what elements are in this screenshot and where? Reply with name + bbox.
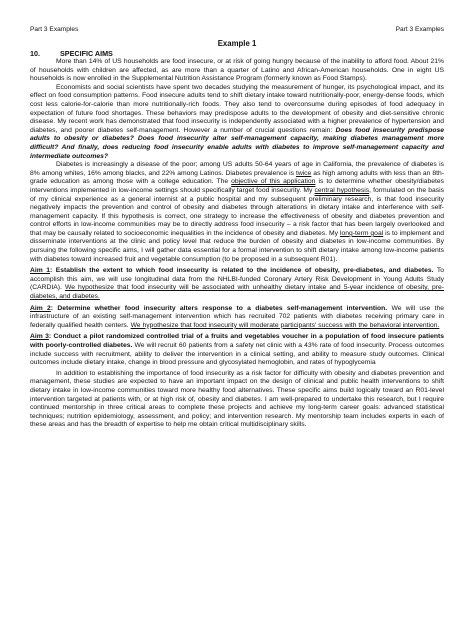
objective-text-5: is to implement and disseminate interventions at the clinic and policy level that reduce the burden of obesity and diabetes in low-income communities. By pursuing the following specific aims, I will gather data essential for a formal intervention to shift dietary intake among low-income patients with diabetes toward increased fruit and vegetable consumption (to be proposed in a subsequent R01). — [30, 229, 444, 263]
aim-3-title: : Conduct a pilot randomized controlled trial of a fruits and vegetables voucher in a population of food insecure patients with poorly-controlled diabetes. — [30, 333, 444, 349]
paragraph-intro: More than 14% of US households are food insecure, or at risk of going hungry because of the inability to afford food. About 21% of households with children are affected, as are more than a quarter of Latino and African-American households. One in eight US households is now enrolled in the Supplemental Nutrition Assistance Program (formerly known as Food Stamps). — [30, 58, 444, 83]
aim-1-title: : Establish the extent to which food insecurity is related to the incidence of obesity, pre-diabetes, and diabetes. — [50, 267, 434, 275]
objective-label: objective of this application — [231, 178, 316, 186]
paragraph-background — [30, 84, 444, 161]
goal-label: long-term goal — [339, 229, 384, 237]
aim-2-body: We will use the infrastructure of an existing self-management intervention which has recruited 702 patients with diabetes receiving primary care in federally qualified health centers. — [30, 304, 444, 329]
crucial-questions: Does food insecurity predispose adults to obesity or diabetes? Does food insecurity alter self-management capacity, making diabetes management more difficult? And finally, does reducing food insecurity enable adults with diabetes to improve self-management capacity and intermediate outcomes? — [30, 126, 444, 160]
header-right: Part 3 Examples — [395, 26, 444, 33]
section-number: 10. — [30, 49, 40, 58]
aim-2-label: Aim 2 — [30, 304, 51, 312]
aim-2-hypothesis: We hypothesize that food insecurity will moderate participants' success with the behavioral intervention. — [130, 321, 440, 329]
aim-1-body: To accomplish this aim, we will use longitudinal data from the NHLBI-funded Coronary Artery Risk Development in Young Adults Study (CARDIA). — [30, 267, 444, 292]
aim-1-hypothesis: We hypothesize that food insecurity will be associated with unhealthy dietary intake and 5-year incidence of obesity, pre-diabetes, and diabetes. — [30, 284, 445, 301]
section-title: SPECIFIC AIMS — [60, 49, 113, 58]
objective-text-4: , formulated on the basis of my clinical experience as a general internist at a public hospital and my subsequent preliminary research, is that food insecurity negatively impacts the prevention and control of obesity and diabetes through alterations in dietary intake and interference with self-management capacity. If this hypothesis is correct, one strategy to increase the effectiveness of obesity and diabetes prevention and control efforts in low-income communities may be to directly address food insecurity – a risk factor that has been largely overlooked and that may be causally related to socioeconomic inequalities in the incidence of obesity and diabetes. My — [30, 186, 445, 237]
objective-text-3: is to determine whether obesity/diabetes interventions implemented in low-income settings should specifically target food insecurity. My — [30, 178, 444, 194]
aim-2-title: : Determine whether food insecurity alters response to a diabetes self-management intervention. — [50, 304, 388, 312]
aim-1 — [30, 267, 444, 301]
hypothesis-label: central hypothesis — [314, 186, 370, 194]
objective-text-1: Diabetes is increasingly a disease of the poor; among US adults 50-64 years of age in California, the prevalence of diabetes is 8% among whites, 16% among blacks, and 22% among Latinos. Diabetes prevalence is — [30, 161, 444, 177]
aim-3 — [30, 333, 444, 367]
running-header — [30, 26, 444, 34]
aim-3-body: We will recruit 60 patients from a safety net clinic with a 43% rate of food insecurity. Process outcomes include success with recruitment, ability to deliver the intervention in a clinical setting, and ability to measure study outcomes. Clinical outcomes include dietary intake, change in blood pressure and glycosylated hemoglobin, and rates of hypoglycemia — [30, 342, 444, 367]
objective-text-2: as high among adults with less than an 8th-grade education as among those with a college education. The — [30, 169, 444, 186]
aim-1-label: Aim 1 — [30, 267, 50, 275]
section-heading — [30, 49, 444, 58]
header-left: Part 3 Examples — [30, 26, 79, 33]
aim-3-label: Aim 3 — [30, 333, 49, 341]
background-text: Economists and social scientists have spent two decades studying the measurement of hunger, its psychological impact, and its effect on food consumption patterns. Food insecure adults tend to shift dietary intake toward nutritionally-poor, energy-dense foods, which cost less calorie-for-calorie than more nutritionally-rich foods. They also tend to overconsume during episodes of food adequacy in expectation of future food shortages. These behaviors may predispose adults to the development of obesity and diet-sensitive chronic disease. My recent work has demonstrated that food insecurity is independently associated with a higher prevalence of hypertension and diabetes, and poorer diabetes self-management. However a number of crucial questions remain: — [30, 83, 444, 134]
paragraph-impact: In addition to establishing the importance of food insecurity as a risk factor for difficulty with obesity and diabetes prevention and management, these studies are expected to have an important impact on the design of clinical and public health interventions to shift dietary intake in low-income communities toward more healthy food alternatives. These specific aims build logically toward an R01-level intervention targeted at patients with, or at high risk of, obesity and diabetes. I am well-prepared to undertake this research, but I require continued mentorship in three critical areas to complete these projects and achieve my long-term career goals: advanced statistical techniques; nutrition epidemiology, assessment, and policy; and intervention research. My mentorship team includes experts in each of these areas and has the breadth of expertise to help me obtain critical multidisciplinary skills. — [30, 369, 444, 429]
aim-2 — [30, 305, 444, 331]
paragraph-objective — [30, 161, 444, 264]
example-title: Example 1 — [217, 39, 257, 48]
emphasis-twice: twice — [295, 169, 312, 177]
